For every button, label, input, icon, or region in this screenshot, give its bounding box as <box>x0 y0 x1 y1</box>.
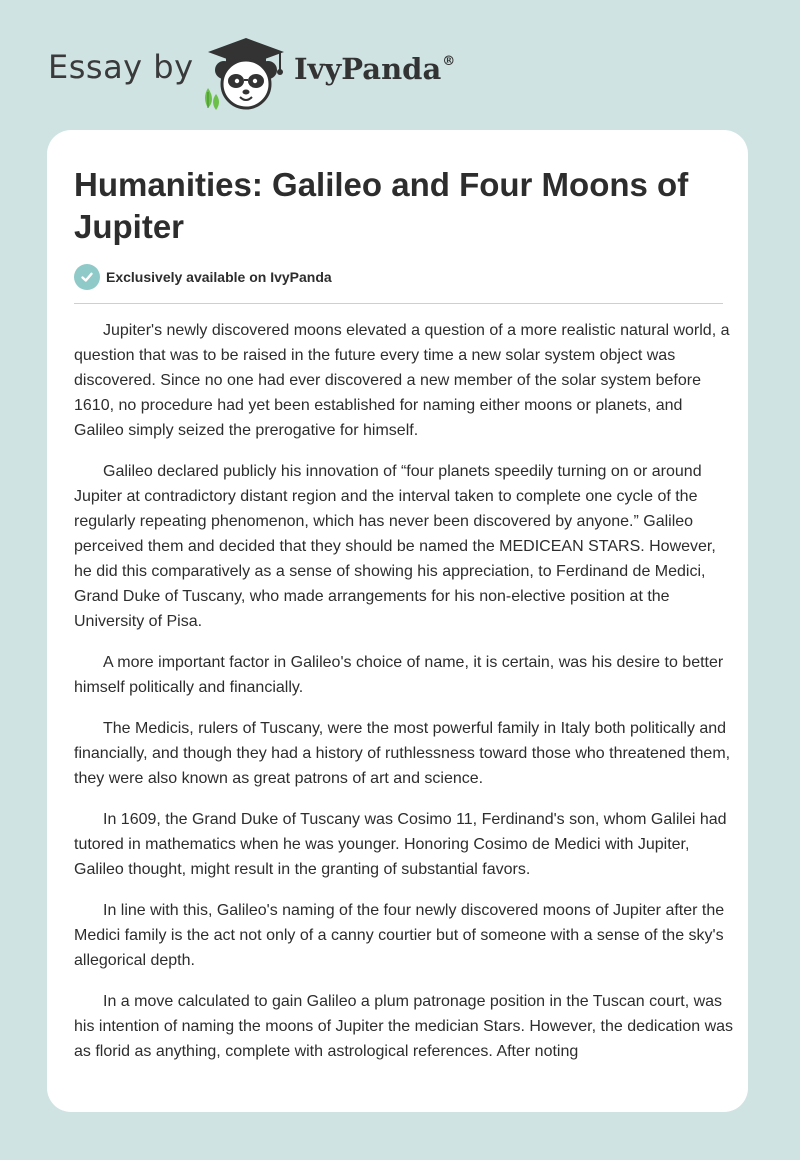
page-title: Humanities: Galileo and Four Moons of Jupiter <box>74 166 689 245</box>
essay-card <box>47 130 748 1112</box>
paragraph: A more important factor in Galileo's choice of name, it is certain, was his desire to better himself politically and financially. <box>74 654 724 696</box>
brand-label: IvyPanda <box>294 52 442 86</box>
registered-mark: ® <box>442 54 456 69</box>
brand-name[interactable] <box>294 52 455 86</box>
paragraph: In a move calculated to gain Galileo a plum patronage position in the Tuscan court, was his intention of naming the moons of Jupiter the medician Stars. However, the dedication was as florid as anything, complete with astrological references. After noting <box>74 993 734 1060</box>
essay-body <box>74 318 734 1080</box>
divider <box>74 303 723 304</box>
exclusive-badge <box>74 264 332 290</box>
exclusive-label: Exclusively available on IvyPanda <box>106 269 332 285</box>
paragraph: Galileo declared publicly his innovation of “four planets speedily turning on or around Jupiter at contradictory distant region and the interval taken to complete one cycle of the regularly repeating phenomenon, which has never been discovered by anyone.” Galileo perceived them and decided that they should be named the MEDICEAN STARS. However, he did this comparatively as a sense of showing his appreciation, to Ferdinand de Medici, Grand Duke of Tuscany, who made arrangements for his non-elective position at the University of Pisa. <box>74 463 716 630</box>
paragraph: Jupiter's newly discovered moons elevated a question of a more realistic natural world, a question that was to be raised in the future every time a new solar system object was discovered. Since no one had ever discovered a new member of the solar system before 1610, no procedure had yet been established for naming either moons or planets, and Galileo simply seized the prerogative for himself. <box>74 322 730 439</box>
paragraph: The Medicis, rulers of Tuscany, were the most powerful family in Italy both politically and financially, and though they had a history of ruthlessness toward those who threatened them, they were also known as great patrons of art and science. <box>74 720 731 787</box>
paragraph: In line with this, Galileo's naming of the four newly discovered moons of Jupiter after the Medici family is the act not only of a canny courtier but of someone with a sense of the sky's allegorical depth. <box>74 902 725 969</box>
essay-by-label: Essay by <box>48 48 194 86</box>
leaf-icon <box>205 88 219 110</box>
check-icon <box>74 264 100 290</box>
site-header <box>48 36 508 112</box>
paragraph: In 1609, the Grand Duke of Tuscany was Cosimo 11, Ferdinand's son, whom Galilei had tutored in mathematics when he was younger. Honoring Cosimo de Medici with Jupiter, Galileo thought, might result in the granting of substantial favors. <box>74 811 727 878</box>
panda-logo-icon[interactable] <box>200 36 292 112</box>
